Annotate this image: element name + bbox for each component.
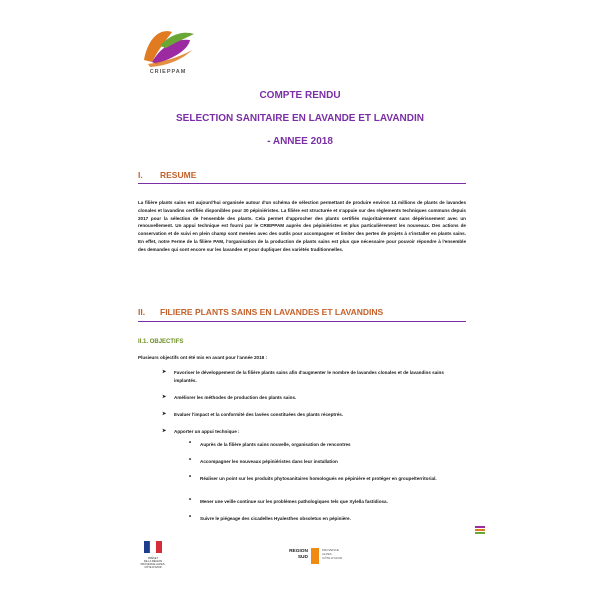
marianne-flag-icon bbox=[138, 540, 168, 556]
sub-list-item bbox=[189, 440, 466, 449]
sub-list-item-text: Suivre le piégeage des cicadelles Hyalesthes obsoletus en pépinière. bbox=[200, 516, 351, 521]
arrow-bullet-icon: ➤ bbox=[162, 394, 167, 400]
report-title-line-1: COMPTE RENDU bbox=[259, 90, 341, 101]
crieppam-logo bbox=[138, 18, 198, 80]
prefet-caption-line: PROVENCE-ALPES- bbox=[140, 563, 166, 567]
summary-paragraph: La filière plants sains est aujourd'hui organisée autour d'un schéma de sélection permettant de produire environ 14 millions de plants de lavandes clonales et lavandins certifiés disponibles pour 30 pépiniéristes. La filière est structurée et s'appuie sur des règlements techniques communs depuis 2017 pour la sélection de l'ensemble des plants. Cela permet d'approcher des plants certifiés majoritairement sans dépérissement avec un renouvellement. Un appui technique est fourni par le CRIEPPAM auprès des pépiniéristes et plus particulièrement les nouveaux. Des actions de conservation et de suivi en plein champ sont menées avec des outils pour accompagner et limiter des pertes de projets à s'installer en plants sains. En effet, notre Ferme de la filière PAM, l'organisation de la production de plants sains est plus que nécessaire pour pouvoir répondre à l'ensemble des demandes qui sont encore sur les lavandes et pour dupliquer des variétés traditionnelles. bbox=[138, 200, 466, 252]
sub-list-item bbox=[189, 457, 466, 466]
section-number: II. bbox=[138, 307, 146, 317]
crieppam-logo-icon bbox=[138, 18, 198, 70]
subsection-heading-objectifs bbox=[138, 339, 183, 345]
region-sud-logo bbox=[284, 547, 356, 571]
arrow-bullet-icon: ➤ bbox=[162, 428, 167, 434]
crieppam-mini-logo-icon bbox=[474, 524, 486, 536]
region-subtitle-line: CÔTE D'AZUR bbox=[322, 555, 343, 560]
list-item bbox=[162, 369, 466, 384]
region-subtitle-line: PROVENCE bbox=[322, 548, 339, 552]
arrow-bullet-icon: ➤ bbox=[162, 411, 167, 417]
list-item-text: Améliorer les méthodes de production des plants sains. bbox=[174, 395, 297, 400]
republique-francaise-logo bbox=[138, 540, 168, 574]
sub-list-item-text: Accompagner les nouveaux pépiniéristes dans leur installation bbox=[200, 459, 338, 464]
section-divider bbox=[138, 183, 466, 184]
sub-list-item bbox=[189, 497, 466, 506]
subsection-title: OBJECTIFS bbox=[149, 339, 184, 345]
prefet-caption-line: PRÉFET bbox=[147, 557, 159, 560]
sub-list-item bbox=[189, 474, 466, 483]
sub-list-item bbox=[189, 514, 466, 523]
section-number: I. bbox=[138, 170, 143, 180]
section-title: FILIERE PLANTS SAINS EN LAVANDES ET LAVANDINS bbox=[160, 307, 384, 317]
list-item bbox=[162, 411, 466, 419]
objectives-intro: Plusieurs objectifs ont été mis en avant pour l'année 2018 : bbox=[138, 355, 267, 360]
report-title-line-3: - ANNEE 2018 bbox=[267, 136, 333, 147]
region-wordmark bbox=[284, 549, 308, 561]
subsection-number: II.1. bbox=[138, 339, 149, 345]
region-subtitle-line: ALPES bbox=[322, 551, 332, 556]
sub-list-item-text: Mener une veille continue sur les problèmes pathologiques tels que Xylella fastidiosa. bbox=[200, 499, 388, 504]
section-title: RESUME bbox=[160, 170, 197, 180]
region-orange-block-icon bbox=[311, 548, 319, 564]
list-item-text: Evaluer l'impact et la conformité des lavées constituées des plants réceptrés. bbox=[174, 412, 344, 417]
sub-list-item-text: Auprès de la filière plants sains nouvelle, organisation de rencontres bbox=[200, 442, 351, 447]
prefet-caption-line: DE LA RÉGION bbox=[143, 560, 163, 564]
prefet-caption bbox=[138, 557, 168, 569]
list-item-text: Favoriser le développement de la filière plants sains afin d'augmenter le nombre de lavandes clonales et de lavandins sains implantés. bbox=[174, 370, 444, 383]
dot-bullet-icon: • bbox=[189, 474, 192, 480]
arrow-bullet-icon: ➤ bbox=[162, 369, 167, 375]
dot-bullet-icon: • bbox=[189, 514, 192, 520]
region-wordmark-line: SUD bbox=[297, 555, 308, 560]
prefet-caption-line: CÔTE D'AZUR bbox=[144, 566, 162, 570]
report-title-line-2: SELECTION SANITAIRE EN LAVANDE ET LAVANDIN bbox=[176, 113, 424, 124]
section-heading-filiere bbox=[138, 307, 468, 317]
list-item bbox=[162, 428, 466, 436]
dot-bullet-icon: • bbox=[189, 457, 192, 463]
section-heading-resume bbox=[138, 170, 468, 180]
section-divider bbox=[138, 321, 466, 322]
list-item bbox=[162, 394, 466, 402]
region-subtitle bbox=[322, 549, 358, 560]
dot-bullet-icon: • bbox=[189, 497, 192, 503]
list-item-text: Apporter un appui technique : bbox=[174, 429, 240, 434]
logo-wordmark: CRIEPPAM bbox=[149, 69, 187, 75]
region-wordmark-line: REGION bbox=[289, 549, 308, 554]
dot-bullet-icon: • bbox=[189, 440, 192, 446]
sub-list-item-text: Réaliser un point sur les produits phytosanitaires homologués en pépinière et protéger en groupe/territorial. bbox=[200, 476, 437, 481]
